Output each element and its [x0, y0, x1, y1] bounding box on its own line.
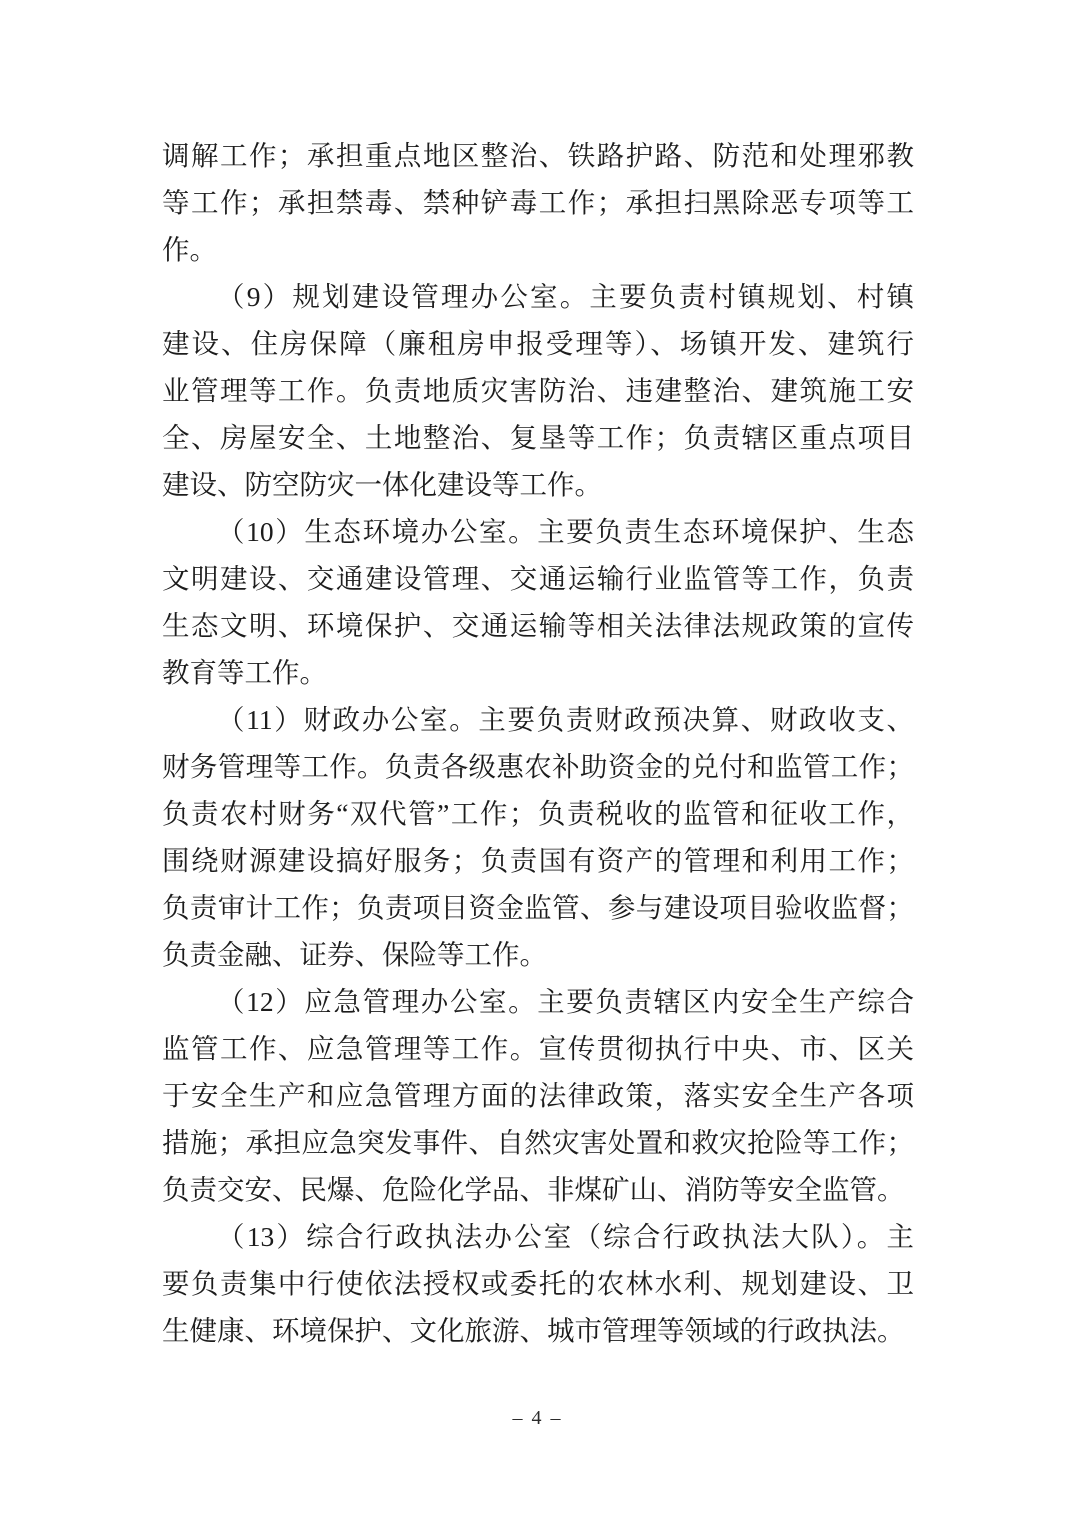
text-line: 负责审计工作；负责项目资金监管、参与建设项目验收监督； — [162, 892, 914, 923]
text-line: （9）规划建设管理办公室。主要负责村镇规划、村镇 — [217, 281, 914, 312]
text-line: 调解工作；承担重点地区整治、铁路护路、防范和处理邪教 — [162, 140, 914, 171]
text-line: 建设、住房保障（廉租房申报受理等）、场镇开发、建筑行 — [162, 328, 914, 359]
text-line: 教育等工作。 — [162, 657, 327, 688]
paragraph — [162, 1213, 914, 1354]
text-line: 全、房屋安全、土地整治、复垦等工作；负责辖区重点项目 — [162, 422, 914, 453]
text-line: 措施；承担应急突发事件、自然灾害处置和救灾抢险等工作； — [162, 1127, 914, 1158]
page-number: – 4 – — [512, 1407, 563, 1429]
page-footer — [0, 1404, 1075, 1432]
paragraph — [162, 978, 914, 1213]
text-line: 财务管理等工作。负责各级惠农补助资金的兑付和监管工作； — [162, 751, 914, 782]
text-line: 建设、防空防灾一体化建设等工作。 — [162, 469, 602, 500]
text-line: 作。 — [162, 234, 217, 265]
paragraph — [162, 273, 914, 508]
text-line: 等工作；承担禁毒、禁种铲毒工作；承担扫黑除恶专项等工 — [162, 187, 914, 218]
text-line: 负责交安、民爆、危险化学品、非煤矿山、消防等安全监管。 — [162, 1174, 905, 1205]
paragraph — [162, 696, 914, 978]
text-line: （10）生态环境办公室。主要负责生态环境保护、生态 — [217, 516, 914, 547]
text-line: 业管理等工作。负责地质灾害防治、违建整治、建筑施工安 — [162, 375, 914, 406]
text-line: 文明建设、交通建设管理、交通运输行业监管等工作，负责 — [162, 563, 914, 594]
document-body — [162, 132, 914, 1354]
paragraph — [162, 508, 914, 696]
text-line: （12）应急管理办公室。主要负责辖区内安全生产综合 — [217, 986, 914, 1017]
text-line: 生健康、环境保护、文化旅游、城市管理等领域的行政执法。 — [162, 1315, 905, 1346]
paragraph — [162, 132, 914, 273]
text-line: 要负责集中行使依法授权或委托的农林水利、规划建设、卫 — [162, 1268, 914, 1299]
text-line: 围绕财源建设搞好服务；负责国有资产的管理和利用工作； — [162, 845, 914, 876]
text-line: 负责金融、证券、保险等工作。 — [162, 939, 547, 970]
text-line: 生态文明、环境保护、交通运输等相关法律法规政策的宣传 — [162, 610, 914, 641]
text-line: （11）财政办公室。主要负责财政预决算、财政收支、 — [217, 704, 914, 735]
text-line: 于安全生产和应急管理方面的法律政策，落实安全生产各项 — [162, 1080, 914, 1111]
text-line: （13）综合行政执法办公室（综合行政执法大队）。主 — [217, 1221, 914, 1252]
text-line: 负责农村财务“双代管”工作；负责税收的监管和征收工作， — [162, 798, 914, 829]
text-line: 监管工作、应急管理等工作。宣传贯彻执行中央、市、区关 — [162, 1033, 914, 1064]
